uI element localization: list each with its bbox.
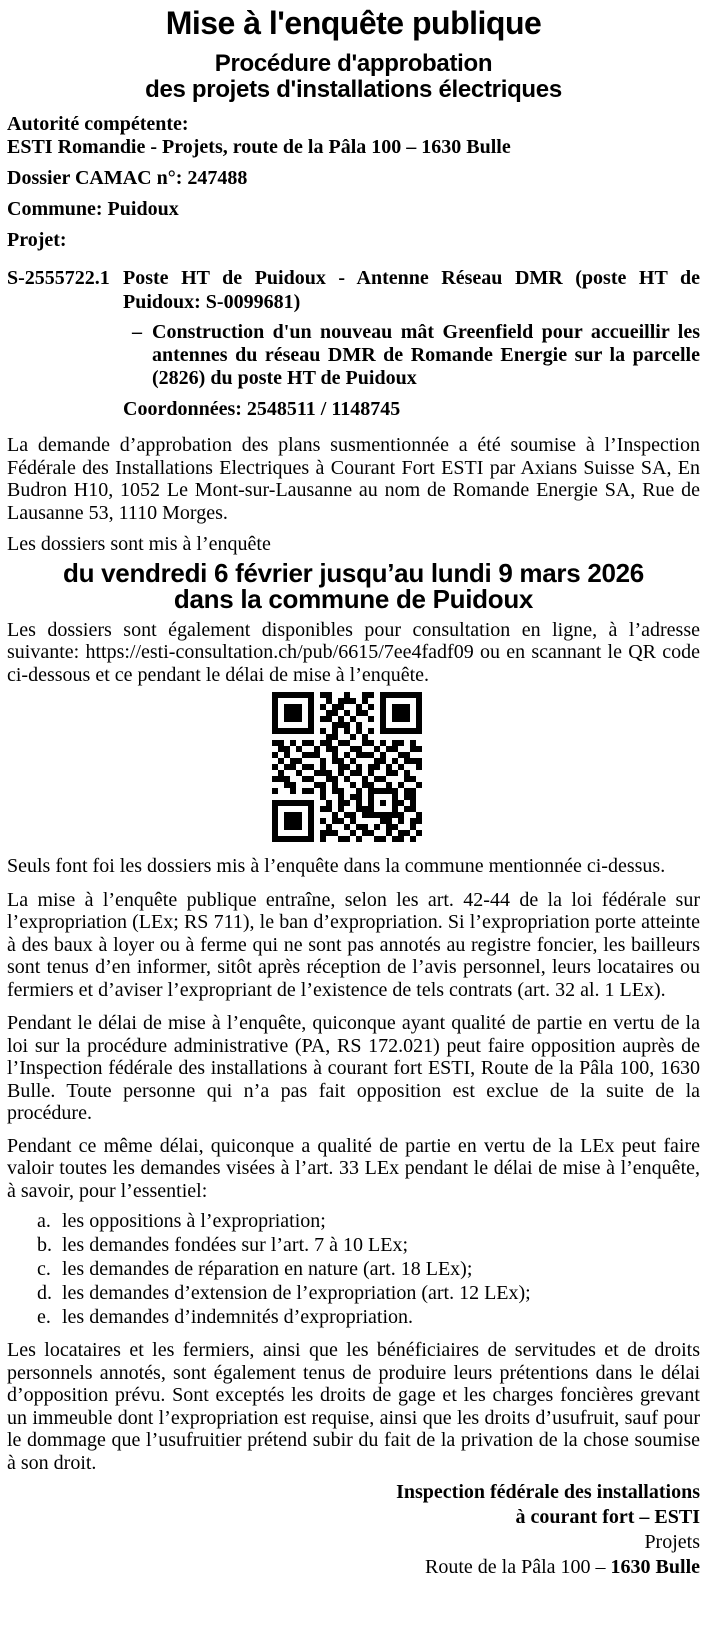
- list-item: [7, 1305, 700, 1329]
- footer-address-city: 1630 Bulle: [610, 1556, 700, 1578]
- footer-address-street: Route de la Pâla 100 –: [425, 1556, 611, 1578]
- enquiry-date-banner: [7, 557, 700, 614]
- qr-row: [272, 836, 422, 842]
- project-label: Projet:: [7, 229, 67, 251]
- project-id: S-2555722.1: [7, 267, 110, 289]
- online-text-after: ou en scannant le QR code ci-dessous et ce pendant le délai de mise à l’enquête.: [7, 641, 700, 686]
- list-item-marker: b.: [37, 1234, 52, 1256]
- list-item-marker: a.: [37, 1210, 51, 1232]
- project-bullet: [123, 321, 700, 390]
- date-banner-line-2: dans la commune de Puidoux: [173, 583, 534, 614]
- online-text-before: Les dossiers sont également disponibles pour consultation en ligne, à l’adresse suivante:: [7, 618, 700, 663]
- page-subtitle: [7, 51, 700, 103]
- paragraph-ban-expropriation: La mise à l’enquête publique entraîne, selon les art. 42-44 de la loi fédérale sur l’expropriation (LEx; RS 711), le ban d’expropriation. Si l’expropriation porte atteinte à des baux à loyer ou à ferme qui ne sont pas annotés au registre foncier, les bailleurs sont tenus d’en informer, sitôt après réception de l’avis personnel, leurs locataires ou fermiers et d’aviser l’expropriant de l’existence de tels contrats (art. 32 al. 1 LEx).: [7, 888, 700, 1001]
- bullet-dash: –: [132, 321, 142, 343]
- paragraph-seuls: Seuls font foi les dossiers mis à l’enquête dans la commune mentionnée ci-dessus.: [7, 855, 666, 877]
- list-item-text: les demandes d’extension de l’expropriation (art. 12 LEx);: [62, 1282, 531, 1304]
- paragraph-enquete-intro: Les dossiers sont mis à l’enquête: [7, 533, 271, 555]
- project-details: [123, 266, 700, 421]
- paragraph-locataires: Les locataires et les fermiers, ainsi que les bénéficiaires de servitudes et de droits personnels annotés, sont également tenus de produire leurs prétentions dans le délai d’opposition prévu. Sont exceptés les droits de gage et les charges foncières grevant un immeuble dont l’expropriation est requise, ainsi que les droits d’usufruit, sauf pour le dommage que l’usufruitier prétend subir du fait de la privation de la chose soumise à son droit.: [7, 1339, 700, 1474]
- authority-value: ESTI Romandie - Projets, route de la Pâla 100 – 1630 Bulle: [7, 136, 511, 158]
- footer-org-line-1: Inspection fédérale des installations: [396, 1481, 700, 1503]
- list-item-text: les demandes fondées sur l’art. 7 à 10 LEx;: [62, 1234, 409, 1256]
- list-item: [7, 1233, 700, 1257]
- footer-address: [7, 1555, 700, 1580]
- list-item: [7, 1257, 700, 1281]
- consultation-url: https://esti-consultation.ch/pub/6615/7ee4fadf09: [85, 641, 474, 663]
- date-banner-line-1: du vendredi 6 février jusqu’au lundi 9 mars 2026: [63, 557, 644, 588]
- list-item-text: les demandes de réparation en nature (art. 18 LEx);: [62, 1258, 473, 1280]
- subtitle-line-2: des projets d'installations électriques: [145, 76, 562, 103]
- project-coordinates: Coordonnées: 2548511 / 1148745: [123, 398, 401, 420]
- authority-label: Autorité compétente:: [7, 113, 189, 135]
- notice-meta: [7, 113, 700, 252]
- commune: Commune: Puidoux: [7, 198, 179, 220]
- subtitle-line-1: Procédure d'approbation: [214, 50, 493, 77]
- list-item-marker: d.: [37, 1282, 52, 1304]
- project-title: Poste HT de Puidoux - Antenne Réseau DMR (poste HT de Puidoux: S-0099681): [123, 267, 700, 313]
- list-item: [7, 1281, 700, 1305]
- list-item-text: les oppositions à l’expropriation;: [62, 1210, 326, 1232]
- page-title: Mise à l'enquête publique: [165, 5, 542, 41]
- list-item-marker: e.: [37, 1306, 51, 1328]
- project-block: [7, 266, 700, 421]
- project-bullet-text: Construction d'un nouveau mât Greenfield pour accueillir les antennes du réseau DMR de Romande Energie sur la parcelle (2826) du poste HT de Puidoux: [152, 321, 700, 389]
- dossier-number: Dossier CAMAC n°: 247488: [7, 167, 248, 189]
- list-item-marker: c.: [37, 1258, 51, 1280]
- paragraph-online-consultation: [7, 619, 700, 687]
- paragraph-demandes-intro: Pendant ce même délai, quiconque a qualité de partie en vertu de la LEx peut faire valoir toutes les demandes visées à l’art. 33 LEx pendant le délai de mise à l’enquête, à savoir, pour l’essentiel:: [7, 1134, 700, 1202]
- footer-org-line-2: à courant fort – ESTI: [515, 1506, 700, 1528]
- paragraph-submission: La demande d’approbation des plans susmentionnée a été soumise à l’Inspection Fédérale des Installations Electriques à Courant Fort ESTI par Axians Suisse SA, En Budron H10, 1052 Le Mont-sur-Lausanne au nom de Romande Energie SA, Rue de Lausanne 53, 1110 Morges.: [7, 434, 700, 524]
- footer-department: Projets: [644, 1531, 700, 1553]
- paragraph-opposition: Pendant le délai de mise à l’enquête, quiconque ayant qualité de partie en vertu de la loi sur la procédure administrative (PA, RS 172.021) peut faire opposition auprès de l’Inspection fédérale des installations à courant fort ESTI, Route de la Pâla 100, 1630 Bulle. Toute personne qui n’a pas fait opposition est exclue de la suite de la procédure.: [7, 1012, 700, 1124]
- list-item: [7, 1209, 700, 1233]
- list-item-text: les demandes d’indemnités d’expropriation.: [62, 1306, 414, 1328]
- signature-block: [7, 1480, 700, 1580]
- demands-list: [7, 1209, 700, 1329]
- qr-code: [272, 692, 422, 842]
